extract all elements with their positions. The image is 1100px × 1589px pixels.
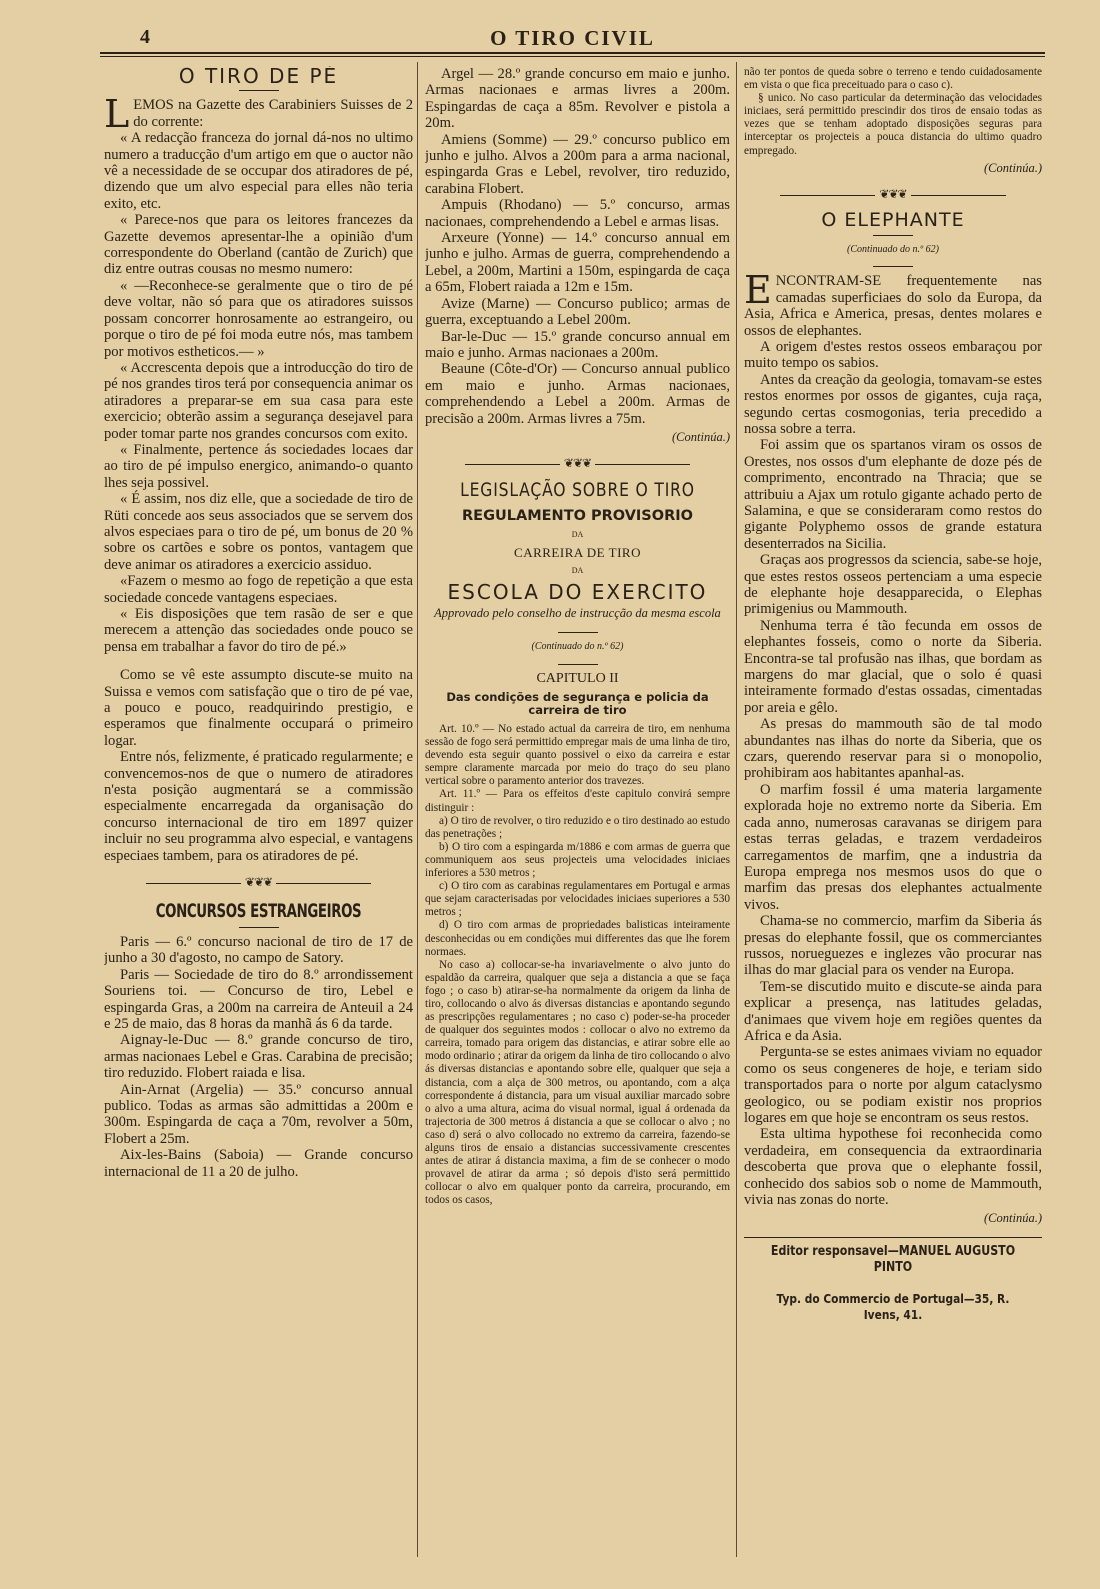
footer-rule [744, 1237, 1042, 1238]
title-rule [873, 266, 913, 267]
article-text: § unico. No caso particular da determinação das velocidades iniciaes, será permittido prescindir dos tiros de ensaio todas as vezes que se tenham adoptado disposições seguras para interceptar os projecteis a pouca distancia do ultimo quadro empregado. [744, 92, 1042, 157]
editor-line: Editor responsavel—MANUEL AUGUSTO PINTO [770, 1243, 1016, 1276]
approval-note: Approvado pelo conselho de instrucção da mesma escola [434, 606, 721, 621]
column-2 [425, 66, 730, 1561]
drop-cap: E [744, 268, 772, 313]
title-rule [239, 927, 279, 928]
contest-item: Argel — 28.º grande concurso em maio e junho. Armas nacionaes e armas livres a 200m. Espingardas de caça a 85m. Revolver e pistola a 20m. [425, 66, 730, 132]
article-text: c) O tiro com as carabinas regulamentares em Portugal e armas que sejam caracterisadas por velocidades iniciaes superiores a 530 metros ; [425, 880, 730, 919]
column-1 [104, 66, 413, 1561]
ornament-divider: ❦❦❦ [425, 455, 730, 471]
articles-block [744, 66, 1042, 158]
contest-item: Ampuis (Rhodano) — 5.º concurso, armas nacionaes, comprehendendo a Lebel e armas lisas. [425, 197, 730, 230]
paragraph: Como se vê este assumpto discute-se muito na Suissa e vemos com satisfação que o tiro de pé vae, a pouco e pouco, readquirindo prestigio, e esperamos que finalmente occupará o primeiro logar. [104, 667, 413, 749]
column-3 [744, 66, 1042, 1561]
intro-text: NCONTRAM-SE frequentemente nas camadas superficiaes do solo da Europa, da Asia, Africa e America, presas, dentes molares e ossos de elephantes. [744, 273, 1042, 339]
paragraph: « É assim, nos diz elle, que a sociedade de tiro de Rüti concede aos seus associados que se servem dos alvos especiaes para o tiro de pé, um bonus de 20 % sobre os cartões e sobre os pontos, vantagem que deve animar os atiradores a exercicio assiduo. [104, 491, 413, 573]
paragraph: « —Reconhece-se geralmente que o tiro de pé deve voltar, não só para que os atiradores suissos possam concorrer honrosamente ao estrangeiro, ou porque o tiro de pé foi moda eutre nós, mas tambem por motivos estheticos.— » [104, 277, 413, 360]
regulation-title: REGULAMENTO PROVISORIO [462, 508, 693, 525]
paragraph: As presas do mammouth são de tal modo abundantes nas ilhas do norte da Siberia, que os czars, querendo reservar para si o monopolio, prohibiram aos habitantes apanhal-as. [744, 716, 1042, 782]
masthead-rule [100, 52, 1045, 57]
title-rule [873, 235, 913, 236]
article-text: No caso a) collocar-se-ha invariavelmente o alvo junto do espaldão da carreira, qualquer que seja a distancia a que se faça fogo ; o caso b) atirar-se-ha normalmente da origem da linha de tiro, collocando o alvo ás diversas distancias e apontando segundo as prescripções regulamentares ; no caso c) poder-se-ha proceder de qualquer dos seguintes modos : collocar o alvo no extremo da carreira, tomado para origem das distancias, e atirar sobre elle ao modo ordinario ; atirar da origem da linha de tiro collocando o alvo ás diversas distancias e apontando sobre elle, qualquer que seja a distancia, com a alça de 300 metros, ou apontando, com a alça correspondente á distancia, para um visual auxiliar marcado sobre o alvo a uma altura, acima do visual normal, igual á ordenada da trajectoria de 300 metros á distancia a que se collocar o alvo ; no caso d) será o alvo collocado no extremo da carreira, fazendo-se alguns tiros de ensaio a distancias successivamente crescentes antes de atirar á distancia maxima, a fim de se conhecer o modo provavel de atirar da arma ; só depois d'isto será permittido collocar o alvo em qualquer ponto da carreira, procurando, em todos os casos, [425, 958, 730, 1207]
article-text: d) O tiro com armas de propriedades balisticas inteiramente desconhecidas ou em condições mui differentes das que lhe forem normaes. [425, 919, 730, 958]
article-text: Art. 11.º — Para os effeitos d'este capitulo convirá sempre distinguir : [425, 788, 730, 814]
continued-note: (Continuado do n.º 62) [847, 243, 939, 255]
paragraph: Chama-se no commercio, marfim da Siberia ás presas do elephante fossil, que os commerciantes russos, norueguezes e inglezes vão procurar nas ilhas do mar glacial para os vender na Europa. [744, 913, 1042, 979]
connector-word: DA [571, 529, 584, 539]
article-intro [104, 92, 413, 137]
article-text: a) O tiro de revolver, o tiro reduzido e o tiro destinado ao estudo das penetrações ; [425, 814, 730, 840]
paragraph: O marfim fossil é uma materia largamente explorada hoje no extremo norte da Siberia. Em cada anno, numerosas caravanas se dirigem para estas terras geladas, e trazem verdadeiros carregamentos de marfim, qne a industria da Europa emprega nos mesmos usos do que o marfim das presas dos elephantes actualmente vivos. [744, 781, 1042, 913]
paragraph: « Finalmente, pertence ás sociedades locaes dar ao tiro de pé impulso energico, animando-o quanto lhes seja possivel. [104, 441, 413, 491]
contest-item: Bar-le-Duc — 15.º grande concurso annual em maio e junho. Armas nacionaes a 200m. [425, 328, 730, 361]
masthead [100, 26, 1045, 48]
continua-note: (Continúa.) [984, 1211, 1042, 1226]
intro-text: EMOS na Gazette des Carabiniers Suisses de 2 do corrente: [133, 97, 413, 130]
contest-item: Ain-Arnat (Argelia) — 35.º concurso annual publico. Todas as armas são admittidas a 200m e 300m. Espingarda de caça a 70m, revolver a 50m, Flobert a 25m. [104, 1081, 413, 1147]
article-intro [744, 268, 1042, 339]
paragraph: « Eis disposições que tem rasão de ser e que merecem a attenção das sociedades onde pouco se pensa em trabalhar a favor do tiro de pé.» [104, 606, 413, 655]
contest-item: Beaune (Côte-d'Or) — Concurso annual publico em maio e junho. Armas nacionaes, comprehendendo a Lebel a 200m. Armas de precisão a 200m. Armas livres a 75m. [425, 361, 730, 427]
contest-item: Aix-les-Bains (Saboia) — Grande concurso internacional de 11 a 20 de julho. [104, 1147, 413, 1180]
contest-item: Amiens (Somme) — 29.º concurso publico em junho e julho. Alvos a 200m para a arma nacional, espingarda Gras e Lebel, revolver, tiro reduzido, carabina Flobert. [425, 131, 730, 197]
paragraph: Pergunta-se se estes animaes viviam no equador como os seus congeneres de hoje, e teriam sido transportados para o norte por algum cataclysmo geologico, ou se podiam existir nos proprios logares em que hoje se encontram os seus restos. [744, 1044, 1042, 1126]
contest-item: Avize (Marne) — Concurso publico; armas de guerra, exceptuando a Lebel 200m. [425, 295, 730, 329]
paragraph: « A redacção franceza do jornal dá-nos no ultimo numero a traducção d'um artigo em que o auctor não vê a necessidade de se occupar dos atiradores de pé, dizendo que um alvo especial para elles não teria exito, etc. [104, 130, 413, 212]
continua-note: (Continúa.) [672, 429, 730, 444]
article-text: b) O tiro com a espingarda m/1886 e com armas de guerra que communiquem aos seus projecteis uma velocidades iniciaes inferiores a 530 metros ; [425, 840, 730, 880]
column-divider [736, 62, 737, 1557]
article-title: O TIRO DE PÉ [178, 66, 339, 88]
paragraph: Entre nós, felizmente, é praticado regularmente; e convencemos-nos de que o numero de atiradores n'esta posição augmentará se a commissão especialmente encarregada da organisação do concurso internacional de tiro em 1897 quizer incluir no seu programma alvo especial, e vantagens especiaes tambem, para os atiradores de pé. [104, 749, 413, 864]
contest-item: Paris — 6.º concurso nacional de tiro de 17 de junho a 30 d'agosto, no campo de Satory. [104, 933, 413, 967]
chapter-heading: CAPITULO II [536, 670, 619, 686]
page-number: 4 [140, 26, 150, 48]
paragraph: « Parece-nos que para os leitores francezes da Gazette devemos apresentar-lhe a opinião d'um correspondente do Oberland (cantão de Zurich) que diz entre outras cousas no mesmo numero: [104, 212, 413, 278]
section-title: LEGISLAÇÃO SOBRE O TIRO [460, 478, 695, 501]
title-rule [239, 90, 279, 91]
section-title: CONCURSOS ESTRANGEIROS [155, 899, 362, 922]
connector-word: DA [571, 566, 584, 576]
ornament-divider: ❦❦❦ [104, 874, 413, 890]
paragraph: Tem-se discutido muito e discute-se ainda para explicar a presença, nas latitudes geladas, d'animaes que vivem hoje em regiões quentes da Africa e da Asia. [744, 978, 1042, 1044]
chapter-subtitle: Das condições de segurança e policia da carreira de tiro [446, 690, 709, 717]
article-text: Art. 10.º — No estado actual da carreira de tiro, em nenhuma sessão de fogo será permittido empregar mais de uma linha de tiro, devendo esta seguir quanto possivel o eixo da carreira e estar sempre claramente marcada por meio do traço do seu plano vertical sobre o paramento anterior dos travezes. [425, 723, 730, 788]
paragraph: «Fazem o mesmo ao fogo de repetição a que esta sociedade concede vantagens especiaes. [104, 573, 413, 606]
article-text: não ter pontos de queda sobre o terreno e tendo cuidadosamente em vista o que fica preceituado para o caso c). [744, 66, 1042, 92]
paragraph: Esta ultima hypothese foi reconhecida como verdadeira, em consequencia da extraordinaria descoberta que prova que o elephante fossil, conhecido dos sabios sob o nome de Mammouth, vivia nas zonas do norte. [744, 1126, 1042, 1209]
article-title: O ELEPHANTE [821, 209, 965, 232]
contest-item: Aignay-le-Duc — 8.º grande concurso de tiro, armas nacionaes Lebel e Gras. Carabina de precisão; tiro reduzido. Flobert raiada e lisa. [104, 1032, 413, 1082]
paper-name: O TIRO CIVIL [490, 26, 655, 50]
paragraph: « Accrescenta depois que a introducção do tiro de pé nos grandes tiros terá por consequencia animar os atiradores a preparar-se em sua casa para este exercicio; obterão assim a segurança desejavel para poder tomar parte nos grandes concursos com exito. [104, 359, 413, 442]
drop-cap: L [104, 92, 130, 137]
regulation-school: ESCOLA DO EXERCITO [447, 579, 708, 604]
paragraph: Foi assim que os spartanos viram os ossos de Orestes, nos ossos d'um elephante de doze pés de comprimento, encontrado na Thracia; que se attribuiu a Ajax um rotulo gigante achado perto de Salamina, e que se consideraram como restos do gigante Polyphemo ossos de grande estatura desenterrados na Sicilia. [744, 437, 1042, 552]
paragraph: A origem d'estes restos osseos embaraçou por muito tempo os sabios. [744, 338, 1042, 372]
column-divider [417, 62, 418, 1557]
paragraph: Nenhuma terra é tão fecunda em ossos de elephantes fosseis, como o norte da Siberia. Encontra-se tal profusão nas ilhas, que bordam as margens do mar glacial, que o solo é quasi inteiramente formado d'estas ossadas, cimentadas por areia e gêlo. [744, 617, 1042, 716]
contest-item: Arxeure (Yonne) — 14.º concurso annual em junho e julho. Armas de guerra, comprehendendo a Lebel, a 200m, Martini a 150m, espingarda de caça a 65m, Flobert raiada a 12m e 15m. [425, 230, 730, 296]
paragraph: Graças aos progressos da sciencia, sabe-se hoje, que estes restos osseos pertenciam a uma especie de elephante hoje desapparecida, o Elephas primigenius ou Mammouth. [744, 552, 1042, 618]
ornament-divider: ❦❦❦ [744, 186, 1042, 202]
printer-line: Typ. do Commercio de Portugal—35, R. Ivens, 41. [776, 1290, 1010, 1323]
regulation-subtitle: CARREIRA DE TIRO [514, 544, 641, 560]
continua-note: (Continúa.) [984, 160, 1042, 175]
contest-item: Paris — Sociedade de tiro do 8.º arrondissement Souriens toi. — Concurso de tiro, Lebel e espingarda Gras, a 200m na carreira de Anteuil a 24 e 25 de maio, das 8 horas da manhã ás 6 da tarde. [104, 966, 413, 1032]
paragraph: Antes da creação da geologia, tomavam-se estes restos enormes por ossos de gigantes, cuja raça, segundo certas cosmogonias, teria precedido a nossa sobre a terra. [744, 371, 1042, 437]
title-rule [558, 632, 598, 633]
title-rule [558, 664, 598, 665]
continued-note: (Continuado do n.º 62) [531, 641, 624, 653]
articles-block [425, 723, 730, 1207]
